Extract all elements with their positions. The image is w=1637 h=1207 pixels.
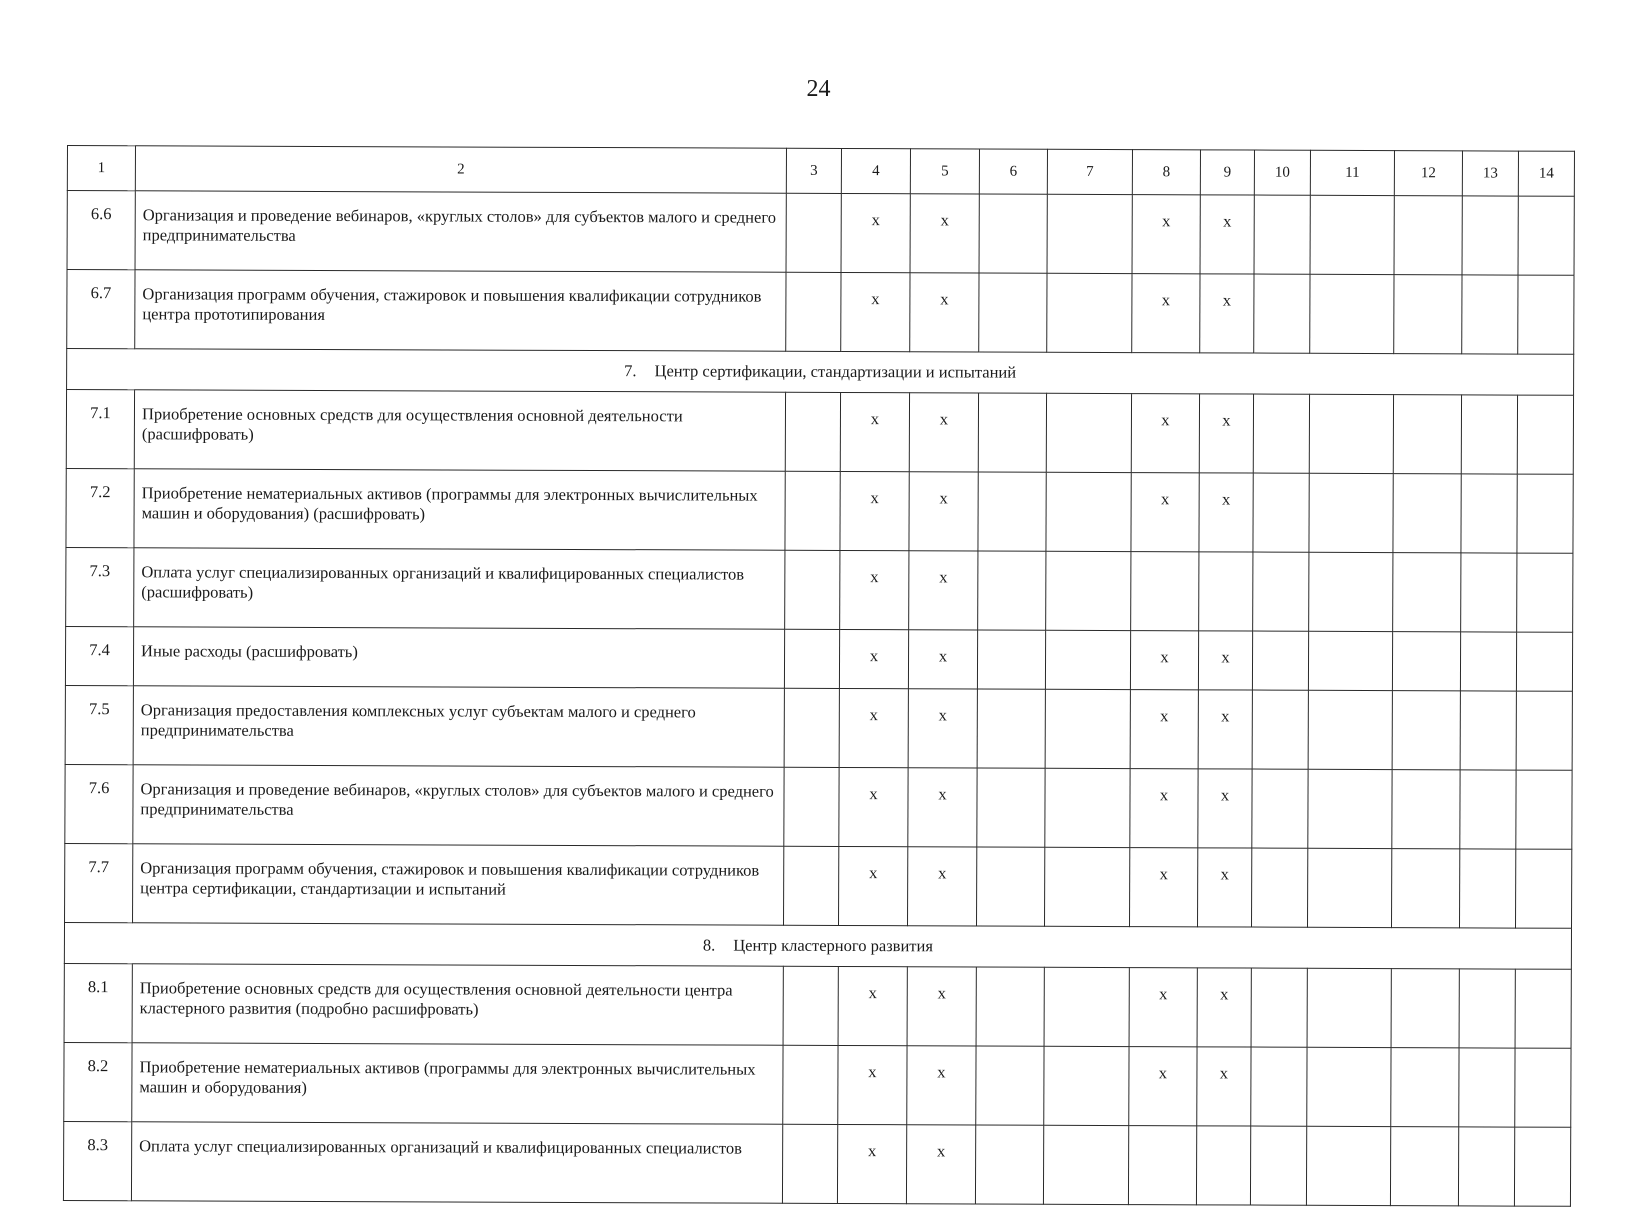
table-row: [66, 547, 1573, 632]
cell-col-11: [1307, 968, 1391, 1047]
cell-col-11: [1308, 631, 1392, 690]
cell-col-13: [1462, 275, 1518, 354]
cell-col-4: х: [840, 550, 909, 629]
cell-col-9: х: [1198, 631, 1252, 690]
cell-col-8: х: [1130, 631, 1198, 690]
column-number-6: 6: [979, 149, 1047, 194]
row-description: Приобретение основных средств для осуществления основной деятельности центра кластерного развития (подробно расшифровать): [132, 964, 783, 1045]
row-description: Организация программ обучения, стажировок и повышения квалификации сотрудников центра сертификации, стандартизации и испытаний: [133, 844, 784, 925]
cell-col-10: [1252, 690, 1308, 769]
cell-col-8: х: [1130, 848, 1198, 927]
cell-col-13: [1460, 691, 1516, 770]
cell-col-10: [1250, 1126, 1306, 1205]
table-body: [63, 146, 1574, 1207]
cell-col-14: [1516, 849, 1572, 928]
row-number: 7.7: [65, 843, 133, 922]
cell-col-10: [1251, 968, 1307, 1047]
section-heading-row: [64, 922, 1571, 969]
cell-col-10: [1254, 195, 1310, 274]
row-number: 7.5: [65, 685, 133, 764]
column-number-14: 14: [1518, 151, 1574, 196]
cell-col-8: [1131, 552, 1199, 631]
cell-col-8: х: [1129, 1047, 1197, 1126]
cell-col-6: [977, 768, 1045, 847]
row-number: 8.2: [64, 1042, 132, 1121]
cell-col-14: [1516, 691, 1572, 770]
cell-col-8: х: [1131, 473, 1199, 552]
cell-col-14: [1518, 275, 1574, 354]
cell-col-7: [1045, 689, 1130, 768]
cell-col-7: [1045, 768, 1130, 847]
cell-col-6: [979, 194, 1047, 273]
cell-col-7: [1047, 194, 1132, 273]
column-number-11: 11: [1310, 150, 1394, 195]
row-description: Приобретение нематериальных активов (программы для электронных вычислительных машин и оборудования) (расшифровать): [134, 469, 785, 550]
section-heading: [64, 922, 1571, 969]
row-number: 7.3: [66, 547, 134, 626]
column-number-8: 8: [1132, 150, 1200, 195]
cell-col-13: [1459, 1048, 1515, 1127]
cell-col-3: [782, 1124, 837, 1203]
section-title: Центр сертификации, стандартизации и испытаний: [654, 361, 1017, 382]
cell-col-3: [785, 550, 840, 629]
row-number: 8.1: [64, 963, 132, 1042]
cell-col-8: х: [1130, 769, 1198, 848]
table-row: [66, 468, 1573, 553]
cell-col-12: [1394, 275, 1462, 354]
cell-col-6: [978, 551, 1046, 630]
section-heading-row: [67, 349, 1574, 396]
row-number: 6.6: [67, 191, 135, 270]
cell-col-11: [1310, 195, 1394, 274]
cell-col-3: [784, 767, 839, 846]
cell-col-12: [1393, 474, 1461, 553]
cell-col-6: [978, 393, 1046, 472]
column-number-7: 7: [1047, 149, 1132, 194]
cell-col-11: [1309, 473, 1393, 552]
column-number-10: 10: [1254, 150, 1310, 195]
cell-col-5: х: [908, 630, 977, 689]
row-description: Организация программ обучения, стажировок и повышения квалификации сотрудников центра прототипирования: [135, 270, 786, 351]
table-row: [66, 390, 1573, 475]
cell-col-5: х: [909, 551, 978, 630]
cell-col-5: х: [910, 273, 979, 352]
cell-col-13: [1462, 196, 1518, 275]
cell-col-14: [1514, 1127, 1570, 1206]
cell-col-11: [1308, 769, 1392, 848]
cell-col-12: [1392, 770, 1460, 849]
cell-col-11: [1307, 1047, 1391, 1126]
cell-col-9: х: [1199, 473, 1253, 552]
cell-col-5: х: [910, 194, 979, 273]
cell-col-7: [1044, 1046, 1129, 1125]
column-number-5: 5: [910, 149, 979, 194]
cell-col-13: [1458, 1127, 1514, 1206]
cell-col-9: х: [1197, 1047, 1251, 1126]
cell-col-3: [784, 629, 839, 688]
cell-col-9: х: [1198, 769, 1252, 848]
cell-col-5: х: [908, 847, 977, 926]
column-number-4: 4: [841, 148, 910, 193]
row-number: 6.7: [67, 270, 135, 349]
cell-col-7: [1046, 472, 1131, 551]
cell-col-3: [784, 846, 839, 925]
cell-col-9: [1196, 1126, 1250, 1205]
cell-col-4: х: [839, 629, 908, 688]
section-number: 7.: [624, 361, 637, 381]
table-row: [67, 270, 1574, 355]
cell-col-3: [786, 193, 841, 272]
column-number-3: 3: [786, 148, 841, 193]
cell-col-11: [1309, 394, 1393, 473]
column-number-1: 1: [67, 146, 135, 191]
cell-col-11: [1308, 690, 1392, 769]
column-number-12: 12: [1394, 151, 1462, 196]
cell-col-5: х: [907, 1046, 976, 1125]
cell-col-8: х: [1130, 690, 1198, 769]
cell-col-13: [1461, 474, 1517, 553]
table-row: [65, 843, 1572, 928]
cell-col-6: [977, 847, 1045, 926]
cell-col-6: [977, 689, 1045, 768]
cell-col-14: [1517, 395, 1573, 474]
cell-col-13: [1461, 553, 1517, 632]
cell-col-5: х: [909, 393, 978, 472]
cell-col-14: [1516, 770, 1572, 849]
cell-col-4: х: [839, 767, 908, 846]
cell-col-9: х: [1197, 968, 1251, 1047]
row-description: Приобретение нематериальных активов (программы для электронных вычислительных машин и оборудования): [132, 1043, 783, 1124]
row-description: Организация и проведение вебинаров, «круглых столов» для субъектов малого и среднего предпринимательства: [135, 191, 786, 272]
table-row: [65, 685, 1572, 770]
cell-col-12: [1392, 691, 1460, 770]
cell-col-7: [1046, 393, 1131, 472]
row-number: 7.1: [66, 390, 134, 469]
cell-col-12: [1392, 632, 1460, 691]
cell-col-4: х: [839, 688, 908, 767]
cell-col-14: [1517, 474, 1573, 553]
cell-col-10: [1252, 631, 1308, 690]
cell-col-12: [1391, 969, 1459, 1048]
cell-col-6: [976, 967, 1044, 1046]
cell-col-13: [1460, 770, 1516, 849]
cell-col-14: [1515, 969, 1571, 1048]
cell-col-4: х: [838, 1045, 907, 1124]
table-row: [64, 1042, 1571, 1127]
cell-col-6: [977, 630, 1045, 689]
cell-col-6: [975, 1125, 1043, 1204]
cell-col-12: [1393, 395, 1461, 474]
row-description: Оплата услуг специализированных организаций и квалифицированных специалистов: [131, 1122, 782, 1203]
cell-col-5: х: [909, 472, 978, 551]
table-row: [67, 191, 1574, 276]
cell-col-10: [1253, 394, 1309, 473]
cell-col-8: [1128, 1126, 1196, 1205]
cell-col-5: х: [906, 1125, 975, 1204]
row-description: Приобретение основных средств для осуществления основной деятельности (расшифровать): [134, 390, 785, 471]
cell-col-8: х: [1129, 968, 1197, 1047]
row-description: Организация предоставления комплексных услуг субъектам малого и среднего предпринимательства: [133, 686, 784, 767]
cell-col-7: [1046, 551, 1131, 630]
cell-col-12: [1394, 196, 1462, 275]
table-row: [65, 764, 1572, 849]
cell-col-10: [1251, 1047, 1307, 1126]
cell-col-13: [1459, 969, 1515, 1048]
cell-col-10: [1252, 848, 1308, 927]
cell-col-7: [1045, 847, 1130, 926]
column-number-header-row: [67, 146, 1574, 197]
cell-col-14: [1518, 196, 1574, 275]
cell-col-8: х: [1132, 274, 1200, 353]
table-row: [65, 626, 1572, 691]
cell-col-3: [786, 272, 841, 351]
cell-col-9: х: [1198, 848, 1252, 927]
cell-col-10: [1253, 473, 1309, 552]
cell-col-10: [1252, 769, 1308, 848]
cell-col-14: [1516, 632, 1572, 691]
row-description: Организация и проведение вебинаров, «круглых столов» для субъектов малого и среднего предпринимательства: [133, 765, 784, 846]
cell-col-4: х: [840, 392, 909, 471]
cell-col-4: х: [841, 193, 910, 272]
row-number: 8.3: [63, 1121, 131, 1200]
cell-col-7: [1045, 630, 1130, 689]
cell-col-4: х: [840, 471, 909, 550]
section-number: 8.: [702, 935, 716, 955]
cell-col-9: [1199, 552, 1253, 631]
section-heading: [67, 349, 1574, 396]
cell-col-13: [1460, 632, 1516, 691]
cell-col-7: [1044, 967, 1129, 1046]
cell-col-13: [1460, 849, 1516, 928]
cell-col-4: х: [838, 966, 907, 1045]
cell-col-9: х: [1199, 394, 1253, 473]
column-number-2: 2: [135, 146, 786, 193]
cell-col-3: [785, 392, 840, 471]
cell-col-4: х: [841, 272, 910, 351]
section-title: Центр кластерного развития: [733, 935, 933, 956]
cell-col-11: [1308, 848, 1392, 927]
column-number-13: 13: [1462, 151, 1518, 196]
expenditure-table: [63, 145, 1575, 1207]
cell-col-12: [1392, 849, 1460, 928]
cell-col-4: х: [837, 1124, 906, 1203]
cell-col-11: [1310, 274, 1394, 353]
row-number: 7.6: [65, 764, 133, 843]
cell-col-14: [1517, 553, 1573, 632]
cell-col-8: х: [1132, 195, 1200, 274]
cell-col-3: [783, 966, 838, 1045]
cell-col-8: х: [1131, 394, 1199, 473]
row-description: Иные расходы (расшифровать): [133, 627, 784, 688]
cell-col-11: [1306, 1126, 1390, 1205]
table-row: [64, 963, 1571, 1048]
table-row: [63, 1121, 1570, 1206]
cell-col-6: [978, 472, 1046, 551]
cell-col-11: [1309, 552, 1393, 631]
cell-col-3: [785, 471, 840, 550]
cell-col-6: [979, 273, 1047, 352]
cell-col-3: [783, 1045, 838, 1124]
cell-col-4: х: [839, 846, 908, 925]
cell-col-6: [976, 1046, 1044, 1125]
row-number: 7.2: [66, 468, 134, 547]
cell-col-10: [1254, 274, 1310, 353]
cell-col-7: [1043, 1125, 1128, 1204]
cell-col-5: х: [907, 967, 976, 1046]
column-number-9: 9: [1200, 150, 1254, 195]
row-number: 7.4: [65, 626, 133, 685]
cell-col-12: [1393, 553, 1461, 632]
cell-col-9: х: [1200, 195, 1254, 274]
page-number: 24: [806, 76, 831, 102]
cell-col-12: [1391, 1048, 1459, 1127]
cell-col-10: [1253, 552, 1309, 631]
cell-col-5: х: [908, 689, 977, 768]
cell-col-5: х: [908, 768, 977, 847]
cell-col-3: [784, 688, 839, 767]
cell-col-14: [1515, 1048, 1571, 1127]
cell-col-7: [1047, 273, 1132, 352]
row-description: Оплата услуг специализированных организаций и квалифицированных специалистов (расшифровать): [134, 548, 785, 629]
cell-col-13: [1461, 395, 1517, 474]
cell-col-9: х: [1200, 274, 1254, 353]
cell-col-12: [1390, 1127, 1458, 1206]
cell-col-9: х: [1198, 690, 1252, 769]
